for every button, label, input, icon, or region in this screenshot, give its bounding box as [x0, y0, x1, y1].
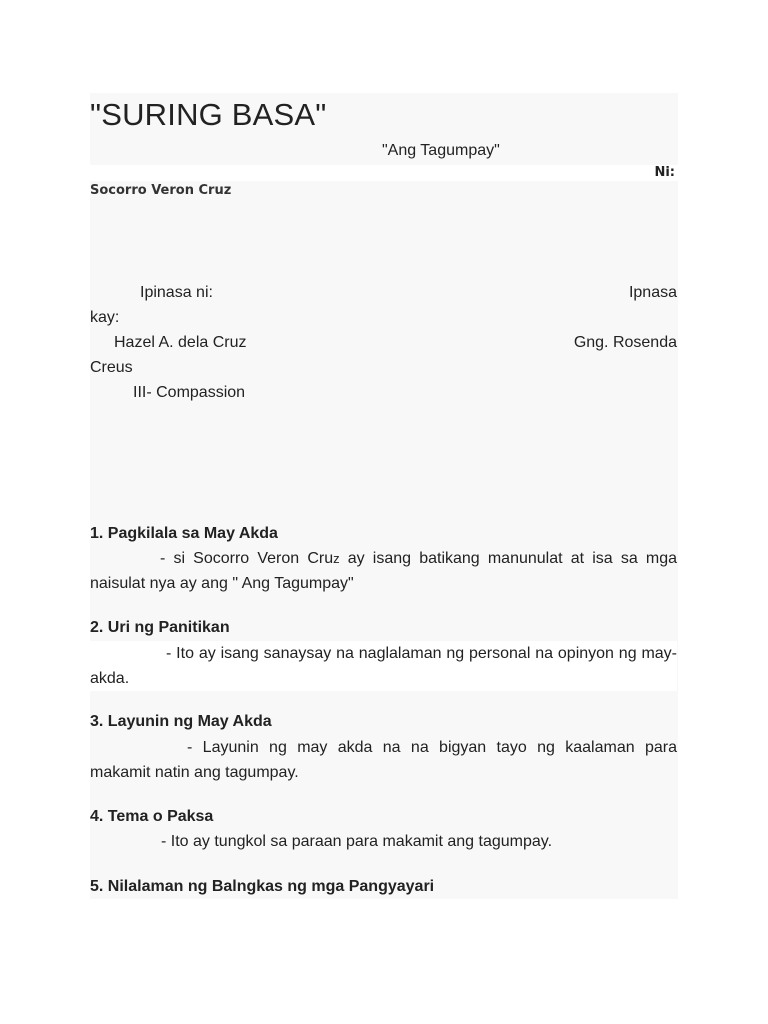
section-heading: 3. Layunin ng May Akda [90, 713, 272, 730]
section-body-text: - si Socorro Veron Cru [160, 550, 334, 567]
section-body [90, 735, 677, 785]
section-body-text: z [333, 551, 340, 566]
teacher-name-cont: Creus [90, 359, 133, 376]
byline-strip [90, 165, 678, 181]
author-name: Socorro Veron Cruz [90, 183, 232, 198]
submitted-by-label: Ipinasa ni: [140, 284, 213, 301]
section-body [90, 641, 677, 691]
section-body [90, 546, 677, 596]
class-section: III- Compassion [133, 384, 246, 401]
submitted-to-label: Ipnasa [628, 284, 677, 301]
section-heading: 4. Tema o Paksa [90, 808, 214, 825]
document-title: "SURING BASA" [90, 97, 327, 132]
student-name: Hazel A. dela Cruz [114, 334, 247, 351]
submitted-to-label-cont: kay: [90, 309, 120, 326]
section-body-text: - Layunin ng may akda na na bigyan tayo ng kaalaman para makamit natin ang tagumpay. [90, 739, 677, 781]
teacher-name: Gng. Rosenda [573, 334, 677, 351]
section-body-text: - Ito ay tungkol sa paraan para makamit ang tagumpay. [161, 833, 553, 850]
section-heading: 2. Uri ng Panitikan [90, 619, 230, 636]
section-heading: 5. Nilalaman ng Balngkas ng mga Pangyayari [90, 878, 435, 895]
section-body-text: ay isang batikang manunulat at isa sa mga naisulat nya ay ang " Ang Tagumpay" [90, 550, 677, 592]
section-heading: 1. Pagkilala sa May Akda [90, 525, 278, 542]
byline-label: Ni: [654, 165, 675, 180]
document-subtitle: "Ang Tagumpay" [382, 142, 500, 159]
section-body-text: - Ito ay isang sanaysay na naglalaman ng personal na opinyon ng may-akda. [90, 645, 677, 687]
